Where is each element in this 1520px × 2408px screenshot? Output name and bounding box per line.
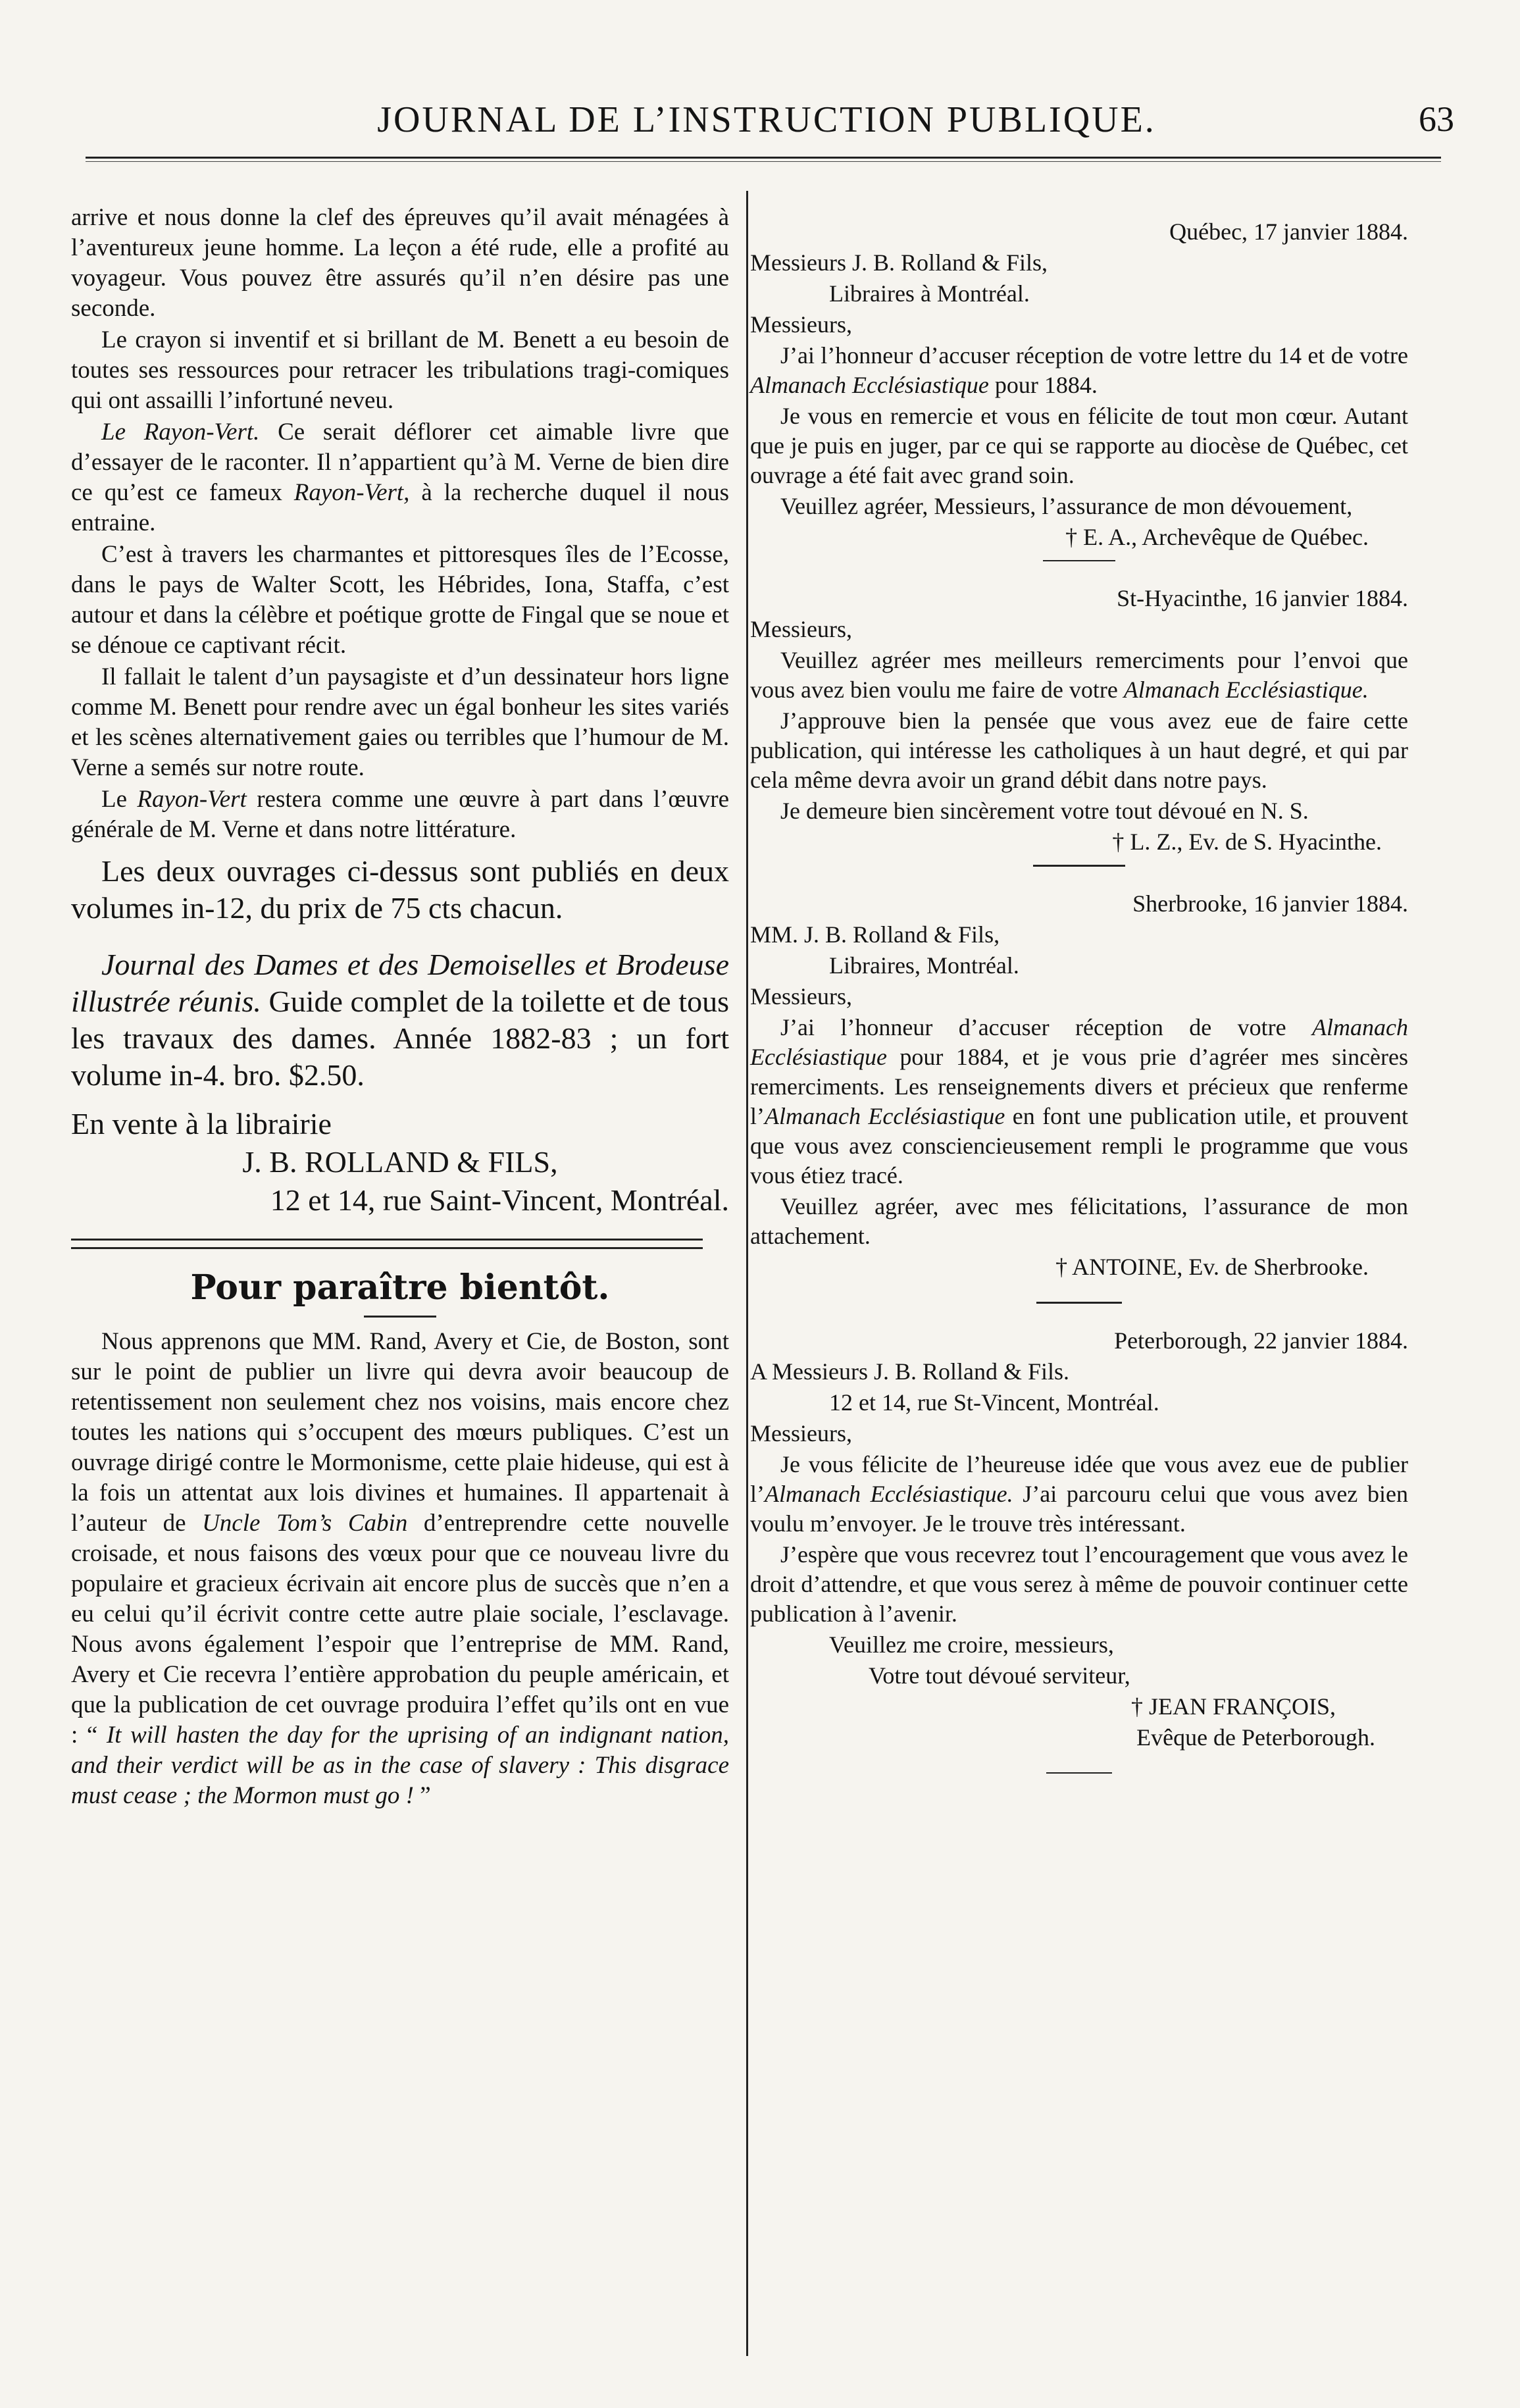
letter-salutation: Messieurs, — [750, 311, 852, 338]
letter-date: St-Hyacinthe, 16 janvier 1884. — [1117, 585, 1408, 611]
text-run: Je vous félicite de l’heureuse idée que vous avez eue de publier l’ — [750, 1451, 1408, 1507]
letter-address: Libraires à Montréal. — [829, 280, 1030, 307]
text-run: pour 1884. — [988, 372, 1098, 398]
paragraph — [71, 946, 729, 1094]
text-run: Messieurs J. B. Rolland & Fils, — [750, 249, 1048, 276]
text-run: restera comme une œuvre à part dans l’œuvre générale de M. Verne et dans notre littérature. — [71, 786, 729, 843]
paragraph — [750, 1450, 1408, 1539]
journal-title: JOURNAL DE L’INSTRUCTION PUBLIQUE. — [377, 99, 1156, 140]
letter-date: Sherbrooke, 16 janvier 1884. — [1132, 890, 1408, 917]
text-run: J’ai parcouru celui que vous avez bien voulu m’envoyer. Je le trouve très intéressant. — [750, 1481, 1409, 1537]
short-rule — [1036, 1302, 1122, 1304]
paragraph: Le crayon si inventif et si brillant de M. Benett a eu besoin de toutes ses ressources pour retracer les tribulations tragi-comiques qui ont assailli l’infortuné neveu. — [71, 326, 729, 414]
paragraph: C’est à travers les charmantes et pittoresques îles de l’Ecosse, dans le pays de Walter Scott, les Hébrides, Iona, Staffa, c’est autour et dans la célèbre et poétique grotte de Fingal que se noue et se dénoue ce captivant récit. — [71, 541, 729, 659]
column-divider — [746, 191, 748, 2356]
text-run: Le — [101, 786, 138, 813]
paragraph: Veuillez agréer, avec mes félicitations, l’assurance de mon attachement. — [750, 1193, 1408, 1249]
letter-address: MM. J. B. Rolland & Fils, — [750, 921, 1000, 948]
sale-notice: En vente à la librairie — [71, 1107, 332, 1140]
letter-closing: Veuillez me croire, messieurs, — [829, 1631, 1114, 1658]
text-run: J’ai l’honneur d’accuser réception de votre — [780, 1014, 1313, 1040]
short-rule — [1043, 560, 1115, 561]
paragraph — [71, 1327, 729, 1811]
book-title: Almanach Ecclésiastique. — [765, 1481, 1013, 1507]
text-run: Guide complet de la toilette et de tous les travaux des dames. Année 1882-83 ; un fort volume in-4. bro. $2.50. — [71, 985, 729, 1092]
section-double-rule — [71, 1239, 703, 1249]
text-run: Nous apprenons que MM. Rand, Avery et Cie, de Boston, sont sur le point de publier un livre qui devra avoir beaucoup de retentissement non seulement chez nos voisins, mais encore chez toutes les nations qui s’occupent des mœurs publiques. C’est un ouvrage dirigé contre le Mormonisme, cette plaie hideuse, qui est à la fois un attentat aux lois divines et humaines. Il appartenait à l’auteur de — [71, 1328, 729, 1537]
letter-date: Peterborough, 22 janvier 1884. — [1114, 1327, 1408, 1354]
paragraph: Il fallait le talent d’un paysagiste et d’un dessinateur hors ligne comme M. Benett pour rendre avec un égal bonheur les sites variés et les scènes alternativement gaies ou terribles que l’humour de M. Verne a semés sur notre route. — [71, 663, 729, 781]
short-rule — [364, 1316, 436, 1318]
text-run: J’ai l’honneur d’accuser réception de votre lettre du 14 et de votre — [780, 342, 1408, 369]
letter-salutation: Messieurs, — [750, 1420, 852, 1447]
letter-date: Québec, 17 janvier 1884. — [1169, 218, 1408, 245]
paragraph: Veuillez agréer, Messieurs, l’assurance de mon dévouement, — [780, 493, 1353, 519]
letter-address: 12 et 14, rue St-Vincent, Montréal. — [829, 1389, 1159, 1416]
book-title: Uncle Tom’s Cabin — [202, 1510, 408, 1537]
book-title: Almanach Ecclésiastique — [765, 1103, 1005, 1129]
text-run: Veuillez agréer mes meilleurs remerciments pour l’envoi que vous avez bien voulu me faire de votre — [750, 647, 1408, 703]
letter-st-hyacinthe — [750, 584, 1408, 867]
book-title: Almanach Ecclésiastique — [750, 372, 989, 398]
letter-quebec — [750, 217, 1408, 561]
section-heading: Pour paraître bientôt. — [190, 1268, 610, 1308]
text-run: à la recherche duquel il nous entraine. — [71, 479, 729, 536]
book-title: Le Rayon-Vert. — [101, 419, 260, 446]
letter-signature: † ANTOINE, Ev. de Sherbrooke. — [1055, 1254, 1369, 1280]
text-run: d’entreprendre cette nouvelle croisade, et nous faisons des vœux pour que ce nouveau livre du populaire et gracieux écrivain ait encore plus de succès que n’en a eu celui qu’il écrivit contre cette autre plaie sociale, l’esclavage. Nous avons également l’espoir que l’entreprise de MM. Rand, Avery et Cie recevra l’entière approbation du peuple américain, et que la publication de cet ouvrage produira l’effet qu’ils ont en vue : “ — [71, 1510, 729, 1749]
letter-signature: † JEAN FRANÇOIS, — [1130, 1693, 1336, 1720]
short-rule — [1033, 865, 1125, 867]
header-rule — [86, 157, 1441, 162]
book-title: Almanach Ecclésiastique — [750, 1014, 1408, 1070]
letter-peterborough — [750, 1326, 1408, 1774]
right-column — [750, 217, 1408, 1796]
book-title: Almanach Ecclésiastique. — [1123, 677, 1369, 703]
letter-signature: † E. A., Archevêque de Québec. — [1065, 524, 1369, 550]
paragraph: arrive et nous donne la clef des épreuves qu’il avait ménagées à l’aventureux jeune homme. La leçon a été rude, elle a profité au voyageur. Vous pouvez être assurés qu’il n’en désire pas une seconde. — [71, 204, 729, 322]
bookseller-name: J. B. ROLLAND & FILS, — [242, 1145, 558, 1179]
text-run: Ce serait déflorer cet aimable livre que d’essayer de le raconter. Il n’appartient qu’à M. Verne de bien dire ce qu’est ce fameux — [71, 419, 729, 506]
paragraph — [71, 417, 729, 538]
letter-salutation: Messieurs, — [750, 616, 852, 642]
paragraph — [750, 1013, 1408, 1191]
page-header — [79, 99, 1454, 151]
letter-signature: Evêque de Peterborough. — [1136, 1724, 1375, 1751]
book-title: Rayon-Vert, — [293, 479, 410, 506]
book-title: Rayon-Vert — [137, 786, 247, 813]
paragraph — [750, 646, 1408, 705]
letter-sherbrooke — [750, 889, 1408, 1304]
page-number: 63 — [1419, 99, 1454, 139]
paragraph: J’approuve bien la pensée que vous avez eue de faire cette publication, qui intéresse les catholiques à un haut degré, et qui par cela même devra avoir un grand débit dans notre pays. — [750, 707, 1408, 793]
letter-address: A Messieurs J. B. Rolland & Fils. — [750, 1358, 1070, 1385]
text-run: pour 1884, et je vous prie d’agréer mes sincères remerciments. Les renseignements divers et précieux que renferme l’ — [750, 1044, 1408, 1129]
text-run: en font une publication utile, et prouvent que vous avez consciencieusement rempli le programme que vous vous étiez tracé. — [750, 1103, 1408, 1189]
paragraph: Je demeure bien sincèrement votre tout dévoué en N. S. — [780, 798, 1309, 824]
left-column — [71, 203, 729, 1812]
letter-closing: Votre tout dévoué serviteur, — [869, 1662, 1130, 1689]
paragraph: Je vous en remercie et vous en félicite de tout mon cœur. Autant que je puis en juger, par ce qui se rapporte au diocèse de Québec, cet ouvrage a été fait avec grand soin. — [750, 403, 1408, 488]
paragraph — [750, 341, 1408, 400]
letter-address — [750, 248, 1408, 278]
text-run: ” — [414, 1782, 431, 1809]
paragraph: Les deux ouvrages ci-dessus sont publiés en deux volumes in-12, du prix de 75 cts chacun. — [71, 854, 729, 925]
letter-address: Libraires, Montréal. — [829, 952, 1019, 979]
short-rule — [1046, 1772, 1112, 1774]
letter-signature: † L. Z., Ev. de S. Hyacinthe. — [1112, 829, 1382, 855]
book-title: Journal des Dames et des Demoiselles et Brodeuse illustrée réunis. — [71, 948, 729, 1018]
letter-salutation: Messieurs, — [750, 983, 852, 1010]
paragraph — [71, 784, 729, 845]
paragraph: J’espère que vous recevrez tout l’encouragement que vous avez le droit d’attendre, et que vous serez à même de pouvoir continuer cette publication à l’avenir. — [750, 1541, 1408, 1627]
bookseller-address: 12 et 14, rue Saint-Vincent, Montréal. — [270, 1183, 729, 1217]
english-quote: It will hasten the day for the uprising of an indignant nation, and their verdict will be as in the case of slavery : This disgrace must cease ; the Mormon must go ! — [71, 1722, 730, 1809]
